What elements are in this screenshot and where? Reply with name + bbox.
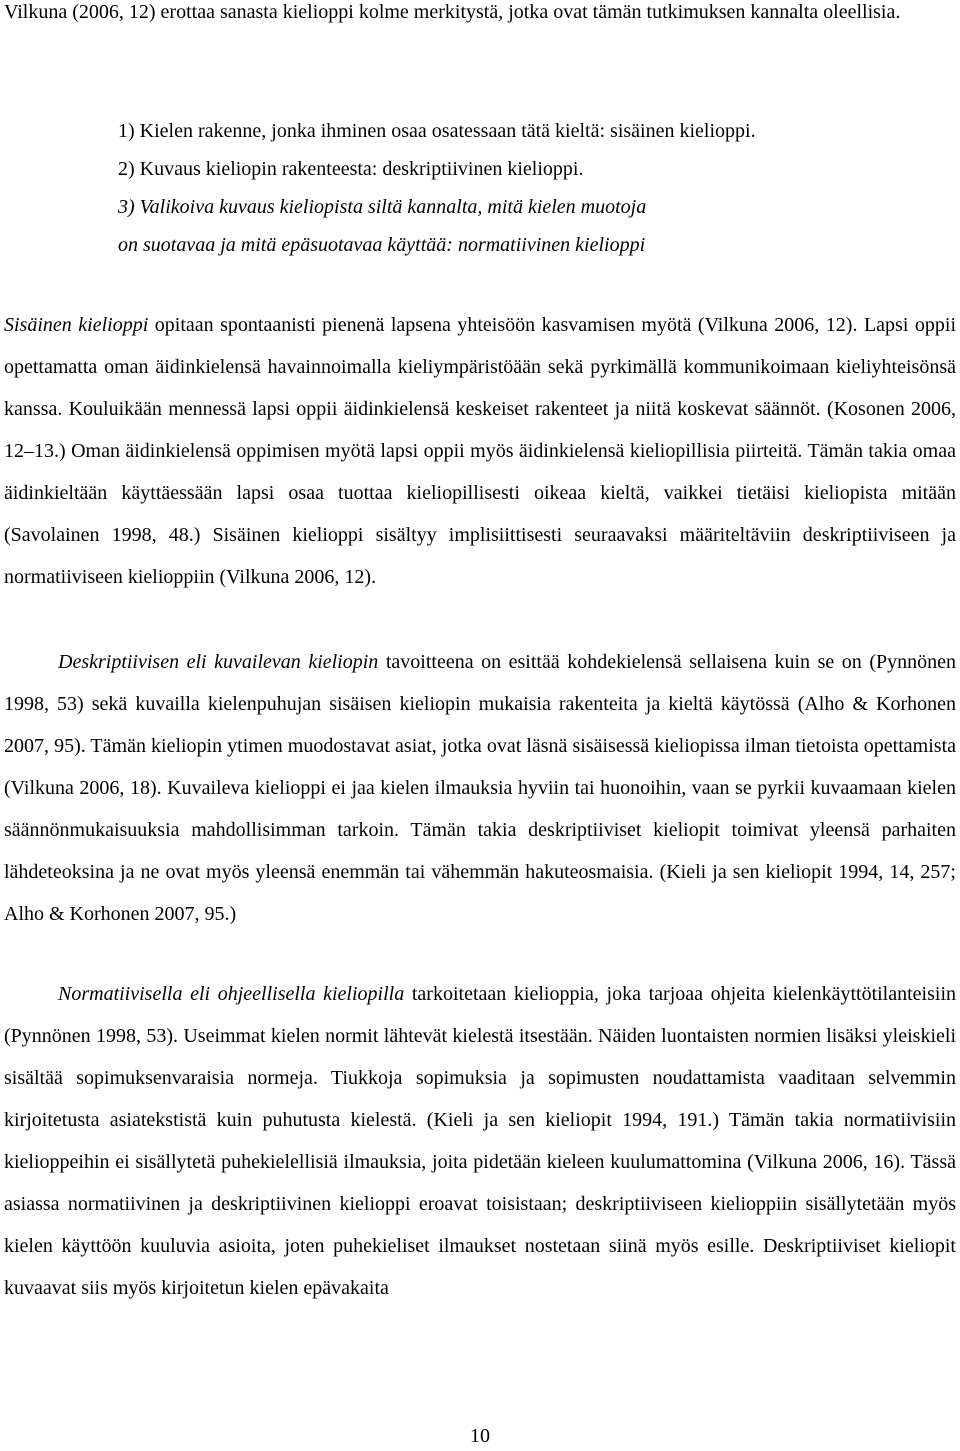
term-normative-grammar: Normatiivisella eli ohjeellisella kieliopilla	[58, 983, 405, 1005]
paragraph-descriptive-grammar	[4, 641, 956, 935]
list-item-3-continued: on suotavaa ja mitä epäsuotavaa käyttää: normatiivinen kielioppi	[118, 234, 646, 256]
page-number: 10	[470, 1425, 490, 1447]
paragraph-normative-grammar-text: tarkoitetaan kielioppia, joka tarjoaa ohjeita kielenkäyttötilanteisiin (Pynnönen 1998, 53). Useimmat kielen normit lähtevät kielestä itsestään. Näiden luontaisten normien lisäksi yleiskieli sisältää sopimuksenvaraisia normeja. Tiukkoja sopimuksia ja sopimusten noudattamista vaaditaan selvemmin kirjoitetusta asiatekstistä kuin puhutusta kielestä. (Kieli ja sen kieliopit 1994, 191.) Tämän takia normatiivisiin kielioppeihin ei sisällytetä puhekielellisiä ilmauksia, joita pidetään kieleen kuulumattomina (Vilkuna 2006, 16). Tässä asiassa normatiivinen ja deskriptiivinen kielioppi eroavat toisistaan; deskriptiiviseen kielioppiin sisällytetään myös kielen käyttöön kuuluvia asioita, joten puhekieliset ilmaukset nostetaan siinä myös esille. Deskriptiiviset kieliopit kuvaavat siis myös kirjoitetun kielen epävakaita	[4, 983, 957, 1299]
list-item-2: 2) Kuvaus kieliopin rakenteesta: deskriptiivinen kielioppi.	[118, 158, 584, 180]
meaning-list	[118, 112, 918, 264]
paragraph-internal-grammar	[4, 304, 956, 598]
list-item-1: 1) Kielen rakenne, jonka ihminen osaa osatessaan tätä kieltä: sisäinen kielioppi.	[118, 120, 756, 142]
intro-paragraph: Vilkuna (2006, 12) erottaa sanasta kielioppi kolme merkitystä, jotka ovat tämän tutkimuksen kannalta oleellisia.	[4, 1, 901, 23]
list-item-3: 3) Valikoiva kuvaus kieliopista siltä kannalta, mitä kielen muotoja	[118, 196, 647, 218]
paragraph-internal-grammar-text: opitaan spontaanisti pienenä lapsena yhteisöön kasvamisen myötä (Vilkuna 2006, 12). Lapsi oppii opettamatta oman äidinkielensä havainnoimalla kieliympäristöään sekä pyrkimällä kommunikoimaan kieliyhteisönsä kanssa. Kouluikään mennessä lapsi oppii äidinkielensä keskeiset rakenteet ja niitä koskevat säännöt. (Kosonen 2006, 12–13.) Oman äidinkielensä oppimisen myötä lapsi oppii myös äidinkielensä kieliopillisia piirteitä. Tämän takia omaa äidinkieltään käyttäessään lapsi osaa tuottaa kieliopillisesti oikeaa kieltä, vaikkei tietäisi kieliopista mitään (Savolainen 1998, 48.) Sisäinen kielioppi sisältyy implisiittisesti seuraavaksi määriteltäviin deskriptiiviseen ja normatiiviseen kielioppiin (Vilkuna 2006, 12).	[4, 314, 956, 588]
paragraph-descriptive-grammar-text: tavoitteena on esittää kohdekielensä sellaisena kuin se on (Pynnönen 1998, 53) sekä kuvailla kielenpuhujan sisäisen kieliopin mukaisia rakenteita ja kieltä käytössä (Alho & Korhonen 2007, 95). Tämän kieliopin ytimen muodostavat asiat, jotka ovat läsnä sisäisessä kieliopissa ilman tietoista opettamista (Vilkuna 2006, 18). Kuvaileva kielioppi ei jaa kielen ilmauksia hyviin tai huonoihin, vaan se pyrkii kuvaamaan kielen säännönmukaisuuksia mahdollisimman tarkoin. Tämän takia deskriptiiviset kieliopit toimivat yleensä parhaiten lähdeteoksina ja ne ovat myös yleensä enemmän tai vähemmän hakuteosmaisia. (Kieli ja sen kieliopit 1994, 14, 257; Alho & Korhonen 2007, 95.)	[4, 651, 956, 925]
term-internal-grammar: Sisäinen kielioppi	[4, 314, 149, 336]
term-descriptive-grammar: Deskriptiivisen eli kuvailevan kieliopin	[58, 651, 379, 673]
paragraph-normative-grammar	[4, 973, 956, 1309]
